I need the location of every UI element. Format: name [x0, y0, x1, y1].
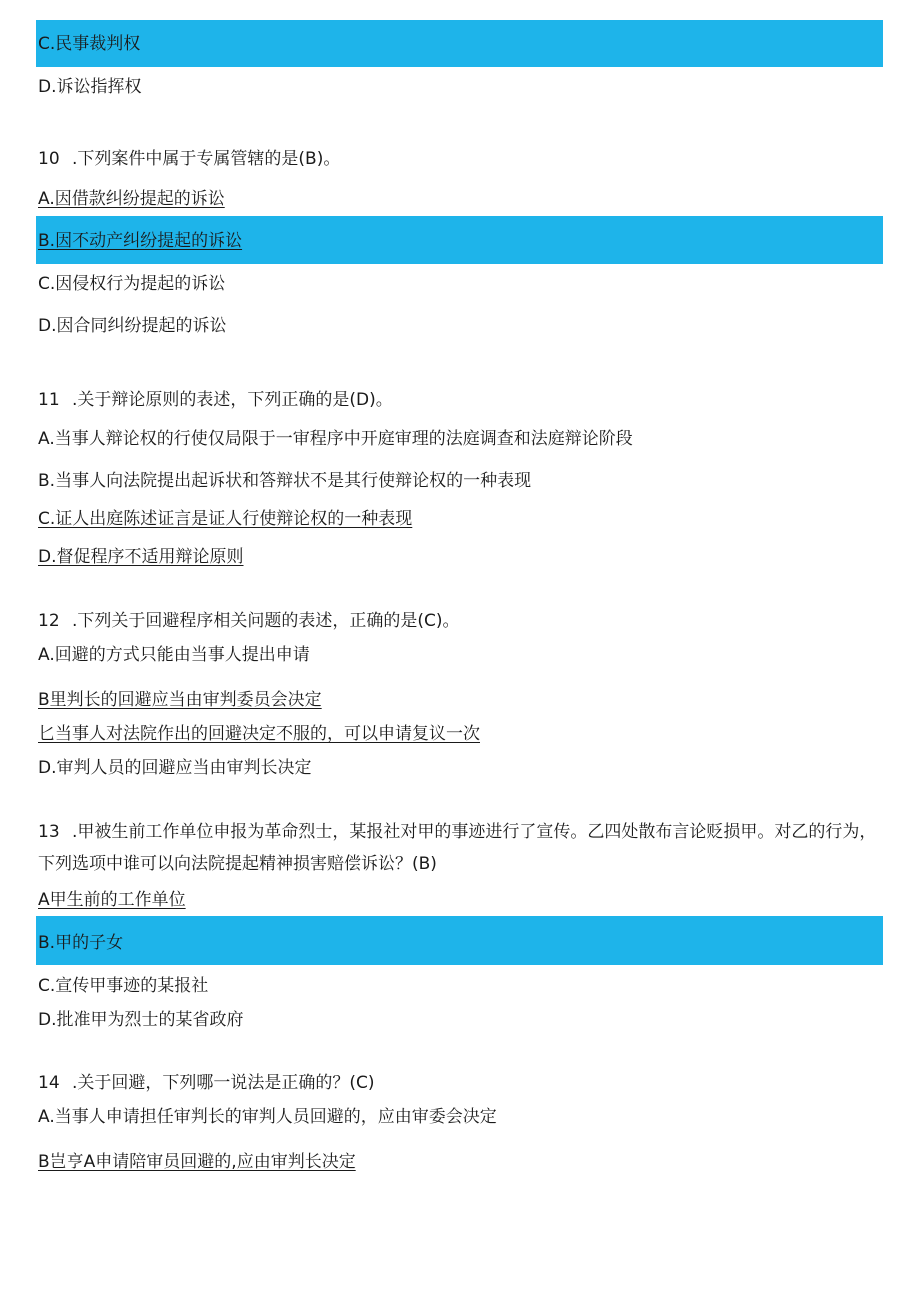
question-13 — [38, 816, 880, 880]
answer-highlight — [36, 916, 883, 965]
option-a: A.当事人申请担任审判长的审判人员回避的，应由审委会决定 — [38, 1107, 497, 1127]
question-number: 10 — [38, 149, 60, 169]
option-b: B.甲的子女 — [38, 933, 124, 953]
question-stem: .甲被生前工作单位申报为革命烈士，某报社对甲的事迹进行了宣传。乙四处散布言论贬损甲。对乙的行为，下列选项中谁可以向法院提起精神损害赔偿诉讼？(B) — [38, 822, 877, 874]
option-a: A.当事人辩论权的行使仅局限于一审程序中开庭审理的法庭调查和法庭辩论阶段 — [38, 429, 633, 449]
option-c: C.民事裁判权 — [38, 34, 141, 54]
question-number: 12 — [38, 611, 60, 631]
question-number: 14 — [38, 1073, 60, 1093]
option-c: C.宣传甲事迹的某报社 — [38, 976, 209, 996]
option-d: D.批准甲为烈士的某省政府 — [38, 1010, 244, 1030]
option-a: A.回避的方式只能由当事人提出申请 — [38, 645, 310, 665]
option-b: B里判长的回避应当由审判委员会决定 — [38, 690, 322, 710]
question-stem: .下列案件中属于专属管辖的是(B)。 — [72, 149, 341, 169]
question-11 — [38, 388, 393, 412]
option-c: C.证人出庭陈述证言是证人行使辩论权的一种表现 — [38, 509, 413, 529]
question-stem: .下列关于回避程序相关问题的表述，正确的是(C)。 — [72, 611, 460, 631]
question-12 — [38, 609, 460, 633]
option-a: A.因借款纠纷提起的诉讼 — [38, 189, 225, 209]
option-d: D.诉讼指挥权 — [38, 77, 142, 97]
option-b: B岂亨A申请陪审员回避的,应由审判长决定 — [38, 1152, 356, 1172]
option-c: 匕当事人对法院作出的回避决定不服的，可以申请复议一次 — [38, 724, 480, 744]
option-b: B.当事人向法院提出起诉状和答辩状不是其行使辩论权的一种表现 — [38, 471, 532, 491]
option-d: D.审判人员的回避应当由审判长决定 — [38, 758, 312, 778]
option-d: D.督促程序不适用辩论原则 — [38, 547, 244, 567]
question-14 — [38, 1071, 375, 1095]
option-d: D.因合同纠纷提起的诉讼 — [38, 316, 227, 336]
answer-highlight — [36, 20, 883, 67]
question-stem: .关于回避，下列哪一说法是正确的？(C) — [72, 1073, 375, 1093]
option-a: A甲生前的工作单位 — [38, 890, 186, 910]
question-number: 11 — [38, 390, 60, 410]
option-c: C.因侵权行为提起的诉讼 — [38, 274, 226, 294]
question-10 — [38, 147, 340, 171]
question-stem: .关于辩论原则的表述，下列正确的是(D)。 — [72, 390, 393, 410]
question-number: 13 — [38, 822, 60, 842]
option-b: B.因不动产纠纷提起的诉讼 — [38, 231, 243, 251]
